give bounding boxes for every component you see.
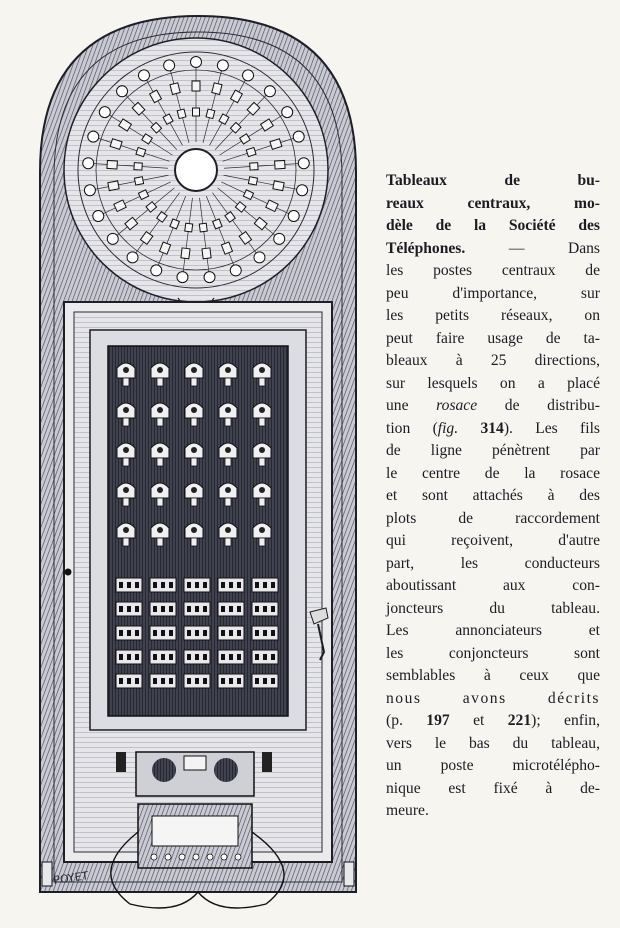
jack-block — [218, 626, 244, 640]
body-line: semblables à ceux que — [386, 667, 600, 684]
body-line: nique est fixé à de- — [386, 779, 600, 797]
figure-ref-number: 314 — [458, 419, 504, 437]
body-line: le centre de la rosace — [386, 464, 600, 482]
jack-block — [218, 578, 244, 592]
page-ref: 197 — [426, 712, 450, 729]
body-line: qui reçoivent, d'autre — [386, 532, 600, 549]
body-line: et sont attachés à des — [386, 487, 600, 504]
annunciator-panel — [108, 346, 288, 716]
engraver-signature: POYET — [52, 869, 90, 887]
body-line-rosace — [386, 395, 600, 418]
text-fragment: de distribu- — [477, 397, 600, 414]
page-ref: 221 — [507, 712, 532, 729]
body-line: de ligne pénètrent par — [386, 442, 600, 459]
body-line: meure. — [386, 802, 429, 819]
jack-block — [116, 626, 142, 640]
jack-block — [252, 674, 278, 688]
text-fragment: (p. — [386, 712, 427, 729]
jack-block — [116, 674, 142, 688]
body-line: sur lesquels on a placé — [386, 374, 600, 392]
body-line: vers le bas du tableau, — [386, 734, 600, 752]
body-line-page-refs — [386, 710, 600, 733]
jack-block — [184, 626, 210, 640]
body-line: plots de raccordement — [386, 509, 600, 527]
title-line: dèle de la Société des — [386, 217, 600, 234]
jack-block — [218, 650, 244, 664]
body-line: nous avons décrits — [386, 689, 600, 707]
door-knob — [65, 569, 72, 576]
jack-block — [252, 578, 278, 592]
body-line: aboutissant aux con- — [386, 577, 600, 594]
body-line-figure-ref — [386, 418, 600, 441]
body-line: les conjoncteurs sont — [386, 644, 600, 662]
jack-block — [184, 674, 210, 688]
text-fragment: et — [449, 712, 508, 729]
jack-block — [218, 602, 244, 616]
jack-block — [252, 650, 278, 664]
body-line: Les annonciateurs et — [386, 622, 600, 639]
jack-block — [252, 602, 278, 616]
rosace-term: rosace — [436, 397, 478, 414]
jack-block — [150, 602, 176, 616]
jack-block — [150, 626, 176, 640]
text-fragment: ); enfin, — [531, 712, 600, 729]
jack-block — [116, 602, 142, 616]
jack-block — [116, 578, 142, 592]
body-line: peut faire usage de ta- — [386, 329, 600, 347]
article-text — [386, 170, 600, 823]
body-line: un poste microtélépho- — [386, 757, 600, 774]
body-line: bleaux à 25 directions, — [386, 352, 600, 369]
switchboard-engraving — [28, 12, 368, 916]
body-line: les postes centraux de — [386, 262, 600, 279]
title-end: Téléphones. — [386, 239, 466, 257]
jack-block — [150, 674, 176, 688]
text-fragment: tion ( — [386, 419, 438, 437]
text-fragment: ). Les fils — [503, 419, 600, 437]
figure-ref-label: fig. — [437, 419, 459, 437]
text-fragment: une — [386, 397, 437, 414]
jack-block — [184, 602, 210, 616]
after-title: — Dans — [465, 239, 600, 257]
jack-block — [184, 650, 210, 664]
jack-block — [252, 626, 278, 640]
jack-block — [150, 578, 176, 592]
jack-block — [116, 650, 142, 664]
rosace-distribution — [64, 38, 328, 302]
body-line: joncteurs du tableau. — [386, 599, 600, 617]
jack-block — [150, 650, 176, 664]
title-line-with-text — [386, 238, 600, 261]
body-line: part, les conducteurs — [386, 554, 600, 572]
title-line: Tableaux de bu- — [386, 172, 600, 189]
jack-block — [218, 674, 244, 688]
body-line: peu d'importance, sur — [386, 284, 600, 302]
jack-block — [184, 578, 210, 592]
title-line: reaux centraux, mo- — [386, 194, 600, 212]
body-line: les petits réseaux, on — [386, 307, 600, 324]
